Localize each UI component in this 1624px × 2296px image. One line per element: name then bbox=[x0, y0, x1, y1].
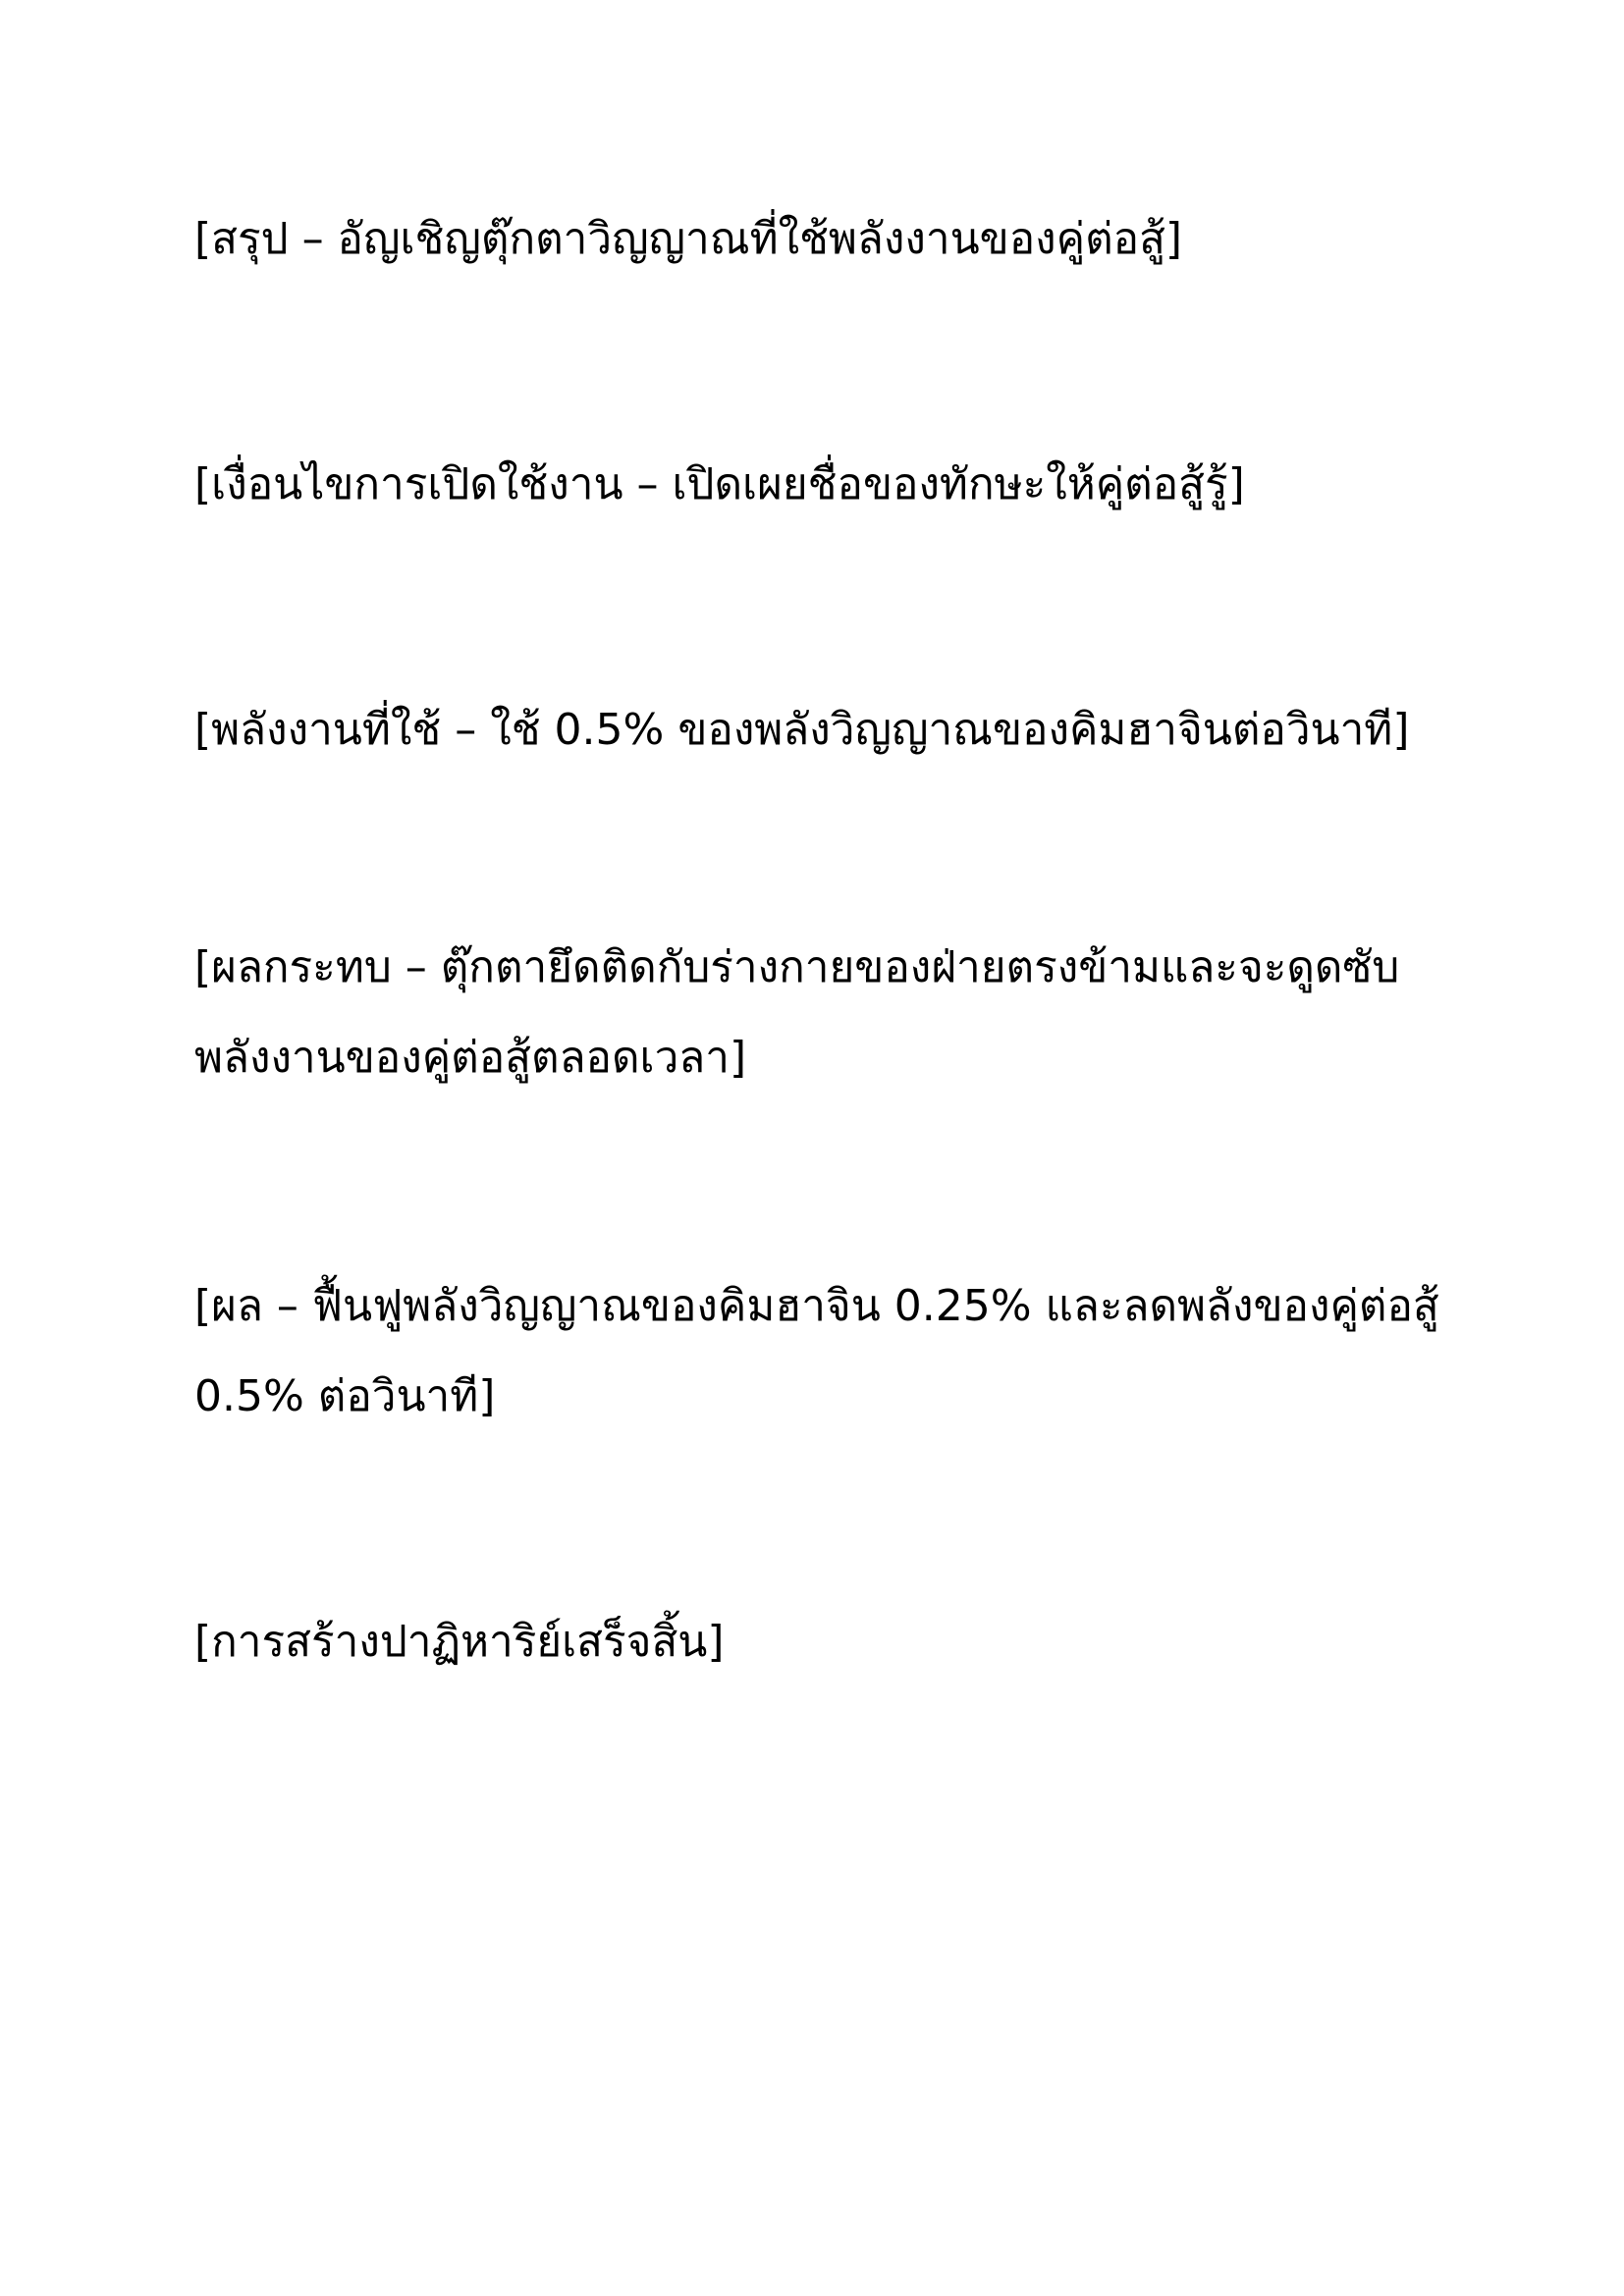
paragraph-energy-cost bbox=[194, 685, 1471, 775]
paragraph-line: [ผลกระทบ – ตุ๊กตายึดติดกับร่างกายของฝ่ายตรงข้ามและจะดูดซับ bbox=[194, 942, 1400, 992]
paragraph-completion bbox=[194, 1597, 1471, 1687]
paragraph-line: [พลังงานที่ใช้ – ใช้ 0.5% ของพลังวิญญาณของคิมฮาจินต่อวินาที] bbox=[194, 705, 1410, 755]
paragraph-result bbox=[194, 1261, 1471, 1442]
paragraph-impact bbox=[194, 923, 1471, 1103]
paragraph-line: พลังงานของคู่ต่อสู้ตลอดเวลา] bbox=[194, 1033, 747, 1083]
paragraph-activation-condition bbox=[194, 440, 1471, 530]
paragraph-line: [เงื่อนไขการเปิดใช้งาน – เปิดเผยชื่อของทักษะให้คู่ต่อสู้รู้] bbox=[194, 459, 1245, 509]
paragraph-line: [การสร้างปาฏิหาริย์เสร็จสิ้น] bbox=[194, 1617, 725, 1667]
paragraph-summary bbox=[194, 194, 1471, 285]
paragraph-line: [ผล – ฟื้นฟูพลังวิญญาณของคิมฮาจิน 0.25% และลดพลังของคู่ต่อสู้ bbox=[194, 1281, 1439, 1331]
paragraph-line: [สรุป – อัญเชิญตุ๊กตาวิญญาณที่ใช้พลังงานของคู่ต่อสู้] bbox=[194, 214, 1183, 264]
paragraph-line: 0.5% ต่อวินาที] bbox=[194, 1371, 496, 1421]
